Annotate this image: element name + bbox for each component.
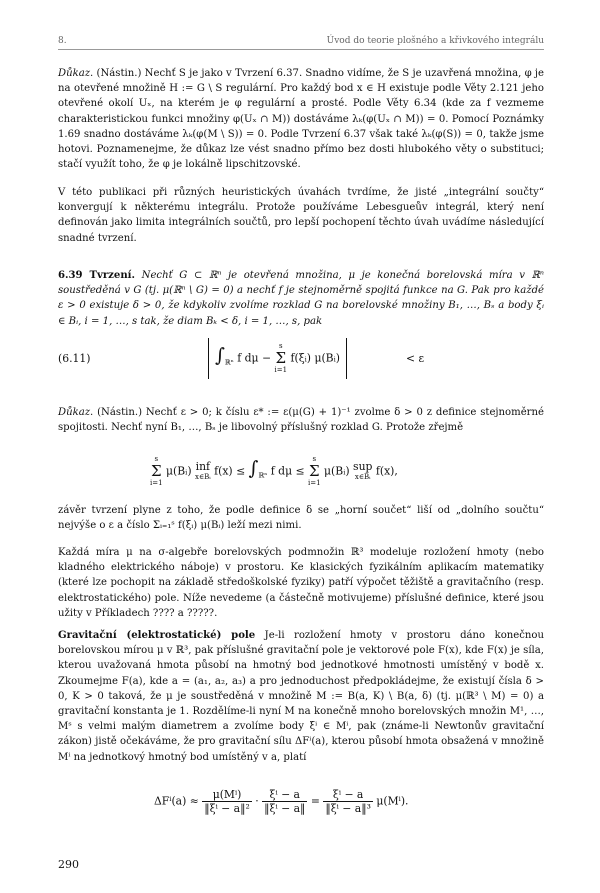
function-term: f(x), [375,464,398,478]
sum-lower: i=1 [308,479,321,487]
sum-upper: s [312,455,317,463]
running-title: Úvod do teorie plošného a křivkového integrálu [326,36,544,46]
paragraph-conclusion [58,503,544,533]
inf-label: inf [195,459,211,473]
force-tail: μ(Mⁱ). [376,794,409,808]
measure-term: μ(Bᵢ) [166,464,192,478]
running-header [58,36,544,50]
section-title: Gravitační (elektrostatické) pole [58,630,256,641]
integral-sign: ∫ [215,344,225,367]
sum-operator [274,342,287,375]
paragraph-text: V této publikaci při různých heuristických úvahách tvrdíme, že jisté „integrální součty“ konvergují k některému integrálu. Protože používáme Lebesgueův integrál, který není definován jako limita integrálních součtů, pro lepší pochopení těchto úvah uvádíme následující snadné tvrzení. [58,187,544,244]
denominator: ‖ξⁱ − a‖ [264,802,306,815]
theorem-text: Nechť G ⊂ ℝⁿ je otevřená množina, μ je konečná borelovská míra v ℝⁿ soustředěná v G (tj. μ(ℝⁿ \ G) = 0) a nechť f je stejnoměrně spojitá funkce na G. Pak pro každé ε > 0 existuje δ > 0, že kdykoliv zvolíme rozklad G na borelovské množiny B₁, …, Bₛ a body ξᵢ ∈ Bᵢ, i = 1, …, s tak, že diam Bₖ < δ, i = 1, …, s, pak [58,270,544,327]
sum-sign: Σ [309,462,320,480]
theorem-block [58,268,544,329]
function-term: f(x) ≤ [214,464,249,478]
proof-text: (Nástin.) Nechť S je jako v Tvrzení 6.37. Snadno vidíme, že S je uzavřená množina, φ je na otevřené množině H := G \ S regulární. Pro každý bod x ∈ H existuje podle Věty 2.121 jeho otevřené okolí Uₓ, na kterém je φ regulární a prosté. Podle Věty 6.34 (kde za f vezmeme charakteristickou funkci množiny φ(Uₓ ∩ M)) dostáváme λₖ(φ(Uₓ ∩ M)) = 0. Pomocí Poznámky 1.69 snadno dostáváme λₖ(φ(M \ S)) = 0. Podle Tvrzení 6.37 však také λₖ(φ(S)) = 0, takže jsme hotovi. Poznamenejme, že důkaz lze vést snadno přímo bez dosti hlubokého věty o substituci; stačí využít toho, že φ je lokálně lipschitzovské. [58,68,544,171]
proof-label: Důkaz. [58,68,94,79]
sum-upper: s [154,455,159,463]
equation-force [58,788,544,828]
integrand: f dμ − [237,351,275,365]
measure-term: μ(Bᵢ) [324,464,350,478]
integral-sign: ∫ [248,457,259,480]
force-body [154,788,408,815]
infimum [195,459,211,482]
sum-sign: Σ [275,349,287,367]
integral-domain: ℝⁿ [224,358,234,367]
paragraph-text: závěr tvrzení plyne z toho, že podle definice δ se „horní součet“ liší od „dolního součtu“ nejvýše o ε a číslo Σᵢ₌₁ˢ f(ξᵢ) μ(Bᵢ) leží mezi nimi. [58,505,544,532]
theorem-label: 6.39 Tvrzení. [58,270,136,281]
numerator: ξⁱ − a [262,788,307,802]
equation-rhs: < ε [406,352,425,365]
integral-domain: ℝⁿ [258,471,268,480]
sum-lower: i=1 [274,366,288,374]
chapter-number: 8. [58,36,67,46]
sum-sign: Σ [150,462,162,480]
equals-sign: = [310,794,324,808]
equation-body [208,338,347,379]
equation-bounds [58,455,544,495]
denominator: ‖ξⁱ − a‖² [204,802,250,815]
denominator: ‖ξⁱ − a‖³ [325,802,371,815]
proof-block-2 [58,405,544,435]
proof-text: (Nástin.) Nechť ε > 0; k číslu ε* := ε(μ(G) + 1)⁻¹ zvolme δ > 0 z definice stejnoměrné spojitosti. Nechť nyní B₁, …, Bₛ je libovolný příslušný rozklad G. Protože zřejmě [58,407,544,434]
integral-term: f dμ ≤ [270,464,309,478]
sum-lower: i=1 [150,479,163,487]
fraction-2 [262,788,307,815]
paragraph-measure [58,545,544,621]
sum-term: f(ξᵢ) μ(Bᵢ) [290,351,341,365]
sup-subscript: x∈Bᵢ [354,472,371,481]
page-number: 290 [58,858,79,871]
section-text: Je-li rozložení hmoty v prostoru dáno konečnou borelovskou mírou μ v ℝ³, pak příslušné gravitační pole je vektorové pole F(x), kde F(x) je síla, kterou uvažovaná hmota působí na hmotný bod jednotkové hmotnosti umístěný v bodě x. Zkoumejme F(a), kde a = (a₁, a₂, a₃) a pro jednoduchost předpokládejme, že existují čísla δ > 0, K > 0 taková, že μ je soustředěná v množině M := B(a, K) \ B(a, δ) (tj. μ(ℝ³ \ M) = 0) a gravitační konstanta je 1. Rozdělíme-li nyní M na konečně mnoho borelovských množin M¹, …, Mˢ s velmi malým diametrem a zvolíme body ξⁱ ∈ Mⁱ, pak (známe-li Newtonův gravitační zákon) jistě očekáváme, že pro gravitační sílu ΔFⁱ(a), kterou působí hmota obsažená v množině Mⁱ na jednotkový hmotný bod umístěný v a, platí [58,630,544,763]
header-rule [58,49,544,50]
numerator: ξⁱ − a [323,788,373,802]
supremum [353,459,373,482]
equation-label: (6.11) [58,352,91,365]
fraction-3 [323,788,373,815]
proof-label: Důkaz. [58,407,94,418]
section-gravitational-field [58,628,544,765]
paragraph-text: Každá míra μ na σ-algebře borelovských podmnožin ℝ³ modeluje rozložení hmoty (nebo kladného elektrického náboje) v prostoru. Ke klasických fyzikálním aplikacím matematiky (které lze pochopit na základě středoškolské fyziky) patří výpočet těžiště a gravitačního (resp. elektrostatického) pole. Níže nevedeme (a částečně motivujeme) příslušné definice, které jsou užity v Příkladech ???? a ?????. [58,547,544,619]
sum-operator-left [150,455,163,488]
numerator: μ(Mⁱ) [202,788,252,802]
dot-operator: · [255,794,263,808]
force-lhs: ΔFⁱ(a) ≈ [154,794,203,808]
inf-subscript: x∈Bᵢ [195,472,211,481]
equation-6-11 [58,338,544,384]
sum-operator-right [308,455,321,488]
sum-upper: s [278,342,283,350]
paragraph-intro [58,185,544,246]
proof-block-1 [58,66,544,172]
fraction-1 [202,788,252,815]
bounds-body [150,455,398,488]
sup-label: sup [353,459,373,473]
